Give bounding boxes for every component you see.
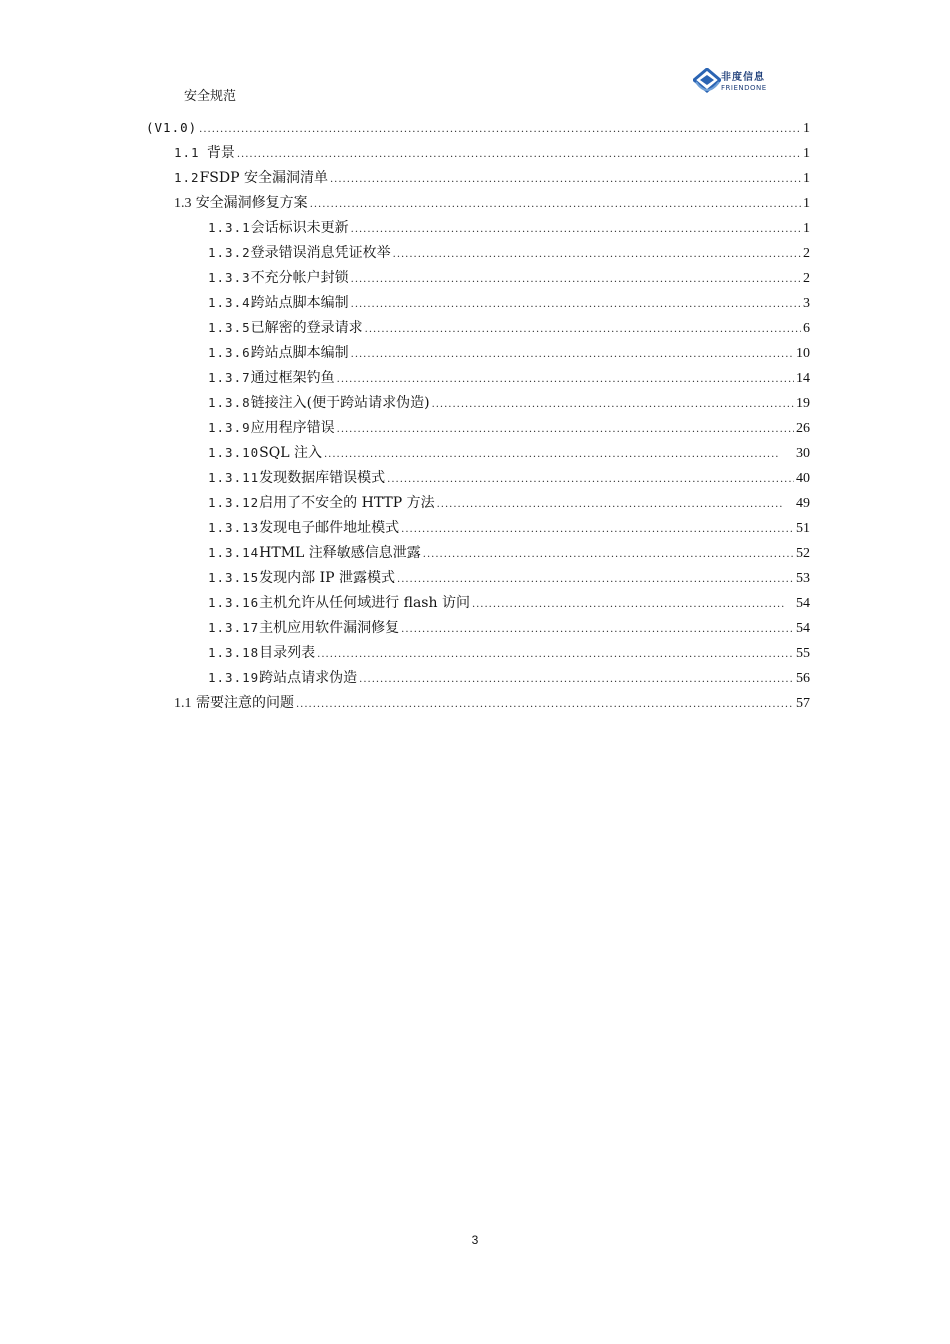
toc-leader-dots — [296, 695, 794, 715]
toc-entry-page: 3 — [803, 296, 810, 311]
toc-entry-page: 2 — [803, 271, 810, 286]
toc-leader-dots — [401, 520, 794, 540]
toc-leader-dots — [237, 145, 801, 165]
toc-entry-page: 1 — [803, 171, 810, 186]
toc-leader-dots — [317, 645, 794, 665]
toc-leader-dots — [393, 245, 801, 265]
toc-entry-page: 6 — [803, 321, 810, 336]
toc-entry-number: 1.3 — [174, 196, 192, 211]
toc-entry-title: 安全漏洞修复方案 — [195, 195, 308, 211]
toc-leader-dots — [351, 270, 801, 290]
toc-entry[interactable] — [208, 368, 810, 388]
toc-entry-title: 已解密的登录请求 — [250, 320, 363, 336]
toc-entry-title: SQL 注入 — [259, 445, 322, 461]
toc-entry-title: 发现数据库错误模式 — [259, 470, 386, 486]
toc-entry-page: 26 — [796, 421, 810, 436]
toc-entry[interactable] — [174, 143, 810, 163]
toc-entry[interactable] — [174, 193, 810, 213]
toc-entry[interactable] — [208, 468, 810, 488]
toc-entry-page: 19 — [796, 396, 810, 411]
toc-leader-dots — [337, 420, 794, 440]
document-header-title: 安全规范 — [184, 89, 237, 104]
toc-entry-page: 1 — [803, 146, 810, 161]
toc-entry-title: FSDP 安全漏洞清单 — [199, 170, 328, 186]
toc-entry-title: 发现电子邮件地址模式 — [259, 520, 400, 536]
toc-entry-page: 1 — [803, 121, 810, 136]
toc-entry-title: 主机允许从任何域进行 flash 访问 — [259, 595, 470, 611]
toc-leader-dots — [337, 370, 794, 390]
toc-leader-dots — [351, 295, 801, 315]
toc-entry[interactable] — [174, 693, 810, 713]
toc-entry-number: 1.3.5 — [208, 320, 251, 335]
toc-leader-dots — [437, 495, 784, 515]
toc-entry[interactable] — [174, 168, 810, 188]
toc-entry-title: 通过框架钓鱼 — [250, 370, 335, 386]
toc-entry-number: 1.3.1 — [208, 220, 251, 235]
toc-leader-dots — [472, 595, 784, 615]
toc-leader-dots — [397, 570, 794, 590]
toc-entry[interactable] — [208, 443, 810, 463]
toc-entry-title: HTML 注释敏感信息泄露 — [259, 545, 421, 561]
toc-leader-dots — [199, 120, 801, 140]
toc-entry-number: 1.3.13 — [208, 520, 260, 535]
toc-entry[interactable] — [208, 518, 810, 538]
toc-entry[interactable] — [208, 493, 810, 513]
toc-leader-dots — [423, 545, 794, 565]
toc-entry-page: 30 — [796, 446, 810, 461]
toc-entry-number: 1.3.8 — [208, 395, 251, 410]
toc-entry[interactable] — [208, 318, 810, 338]
company-logo — [693, 66, 789, 100]
toc-entry[interactable] — [208, 243, 810, 263]
toc-leader-dots — [330, 170, 801, 190]
toc-entry[interactable] — [208, 593, 810, 613]
toc-entry-page: 53 — [796, 571, 810, 586]
toc-entry-number: 1.1 — [174, 696, 192, 711]
toc-entry[interactable] — [208, 218, 810, 238]
toc-entry-title: 背景 — [206, 145, 235, 161]
toc-entry-page: 10 — [796, 346, 810, 361]
toc-entry-number: 1.3.18 — [208, 645, 260, 660]
toc-leader-dots — [432, 395, 794, 415]
toc-entry-page: 54 — [796, 596, 810, 611]
toc-entry-title: 需要注意的问题 — [195, 695, 294, 711]
toc-entry-page: 40 — [796, 471, 810, 486]
toc-entry-page: 1 — [803, 221, 810, 236]
toc-entry-page: 56 — [796, 671, 810, 686]
logo-diamond-icon — [693, 68, 721, 98]
toc-entry-number: 1.3.15 — [208, 570, 260, 585]
toc-entry-title: 启用了不安全的 HTTP 方法 — [259, 495, 435, 511]
toc-entry-number: 1.3.9 — [208, 420, 251, 435]
toc-entry[interactable] — [208, 293, 810, 313]
toc-entry-number: 1.3.12 — [208, 495, 260, 510]
toc-entry-title: 应用程序错误 — [250, 420, 335, 436]
toc-entry-title: 登录错误消息凭证枚举 — [250, 245, 391, 261]
toc-entry-page: 14 — [796, 371, 810, 386]
toc-entry[interactable] — [208, 393, 810, 413]
toc-entry-title: 跨站点请求伪造 — [259, 670, 358, 686]
toc-leader-dots — [359, 670, 794, 690]
toc-entry-number: 1.3.16 — [208, 595, 260, 610]
toc-entry-page: 57 — [796, 696, 810, 711]
toc-leader-dots — [324, 445, 778, 465]
toc-entry-number: 1.3.14 — [208, 545, 260, 560]
toc-entry-title: 不充分帐户封锁 — [250, 270, 349, 286]
toc-leader-dots — [351, 345, 794, 365]
toc-entry-page: 51 — [796, 521, 810, 536]
toc-entry-number: 1.3.4 — [208, 295, 251, 310]
toc-entry-page: 55 — [796, 646, 810, 661]
toc-entry-page: 52 — [796, 546, 810, 561]
toc-entry[interactable] — [208, 268, 810, 288]
toc-entry-number: 1.3.17 — [208, 620, 260, 635]
page-number: 3 — [471, 1233, 479, 1247]
toc-entry[interactable] — [208, 343, 810, 363]
toc-entry-number: 1.3.6 — [208, 345, 251, 360]
toc-entry[interactable] — [208, 668, 810, 688]
toc-entry[interactable] — [208, 543, 810, 563]
toc-entry-number: 1.3.19 — [208, 670, 260, 685]
toc-entry-title: 跨站点脚本编制 — [250, 295, 349, 311]
toc-entry-number: 1.3.2 — [208, 245, 251, 260]
logo-en-text: FRIENDONE — [721, 84, 767, 92]
toc-leader-dots — [387, 470, 794, 490]
logo-cn-text: 非度信息 — [721, 72, 765, 83]
toc-entry-number: 1.2 — [174, 170, 200, 185]
toc-entry[interactable] — [208, 643, 810, 663]
toc-entry[interactable] — [208, 568, 810, 588]
toc-entry-number: 1.3.3 — [208, 270, 251, 285]
toc-entry-title: 目录列表 — [259, 645, 316, 661]
toc-entry-title: 会话标识未更新 — [250, 220, 349, 236]
toc-leader-dots — [351, 220, 801, 240]
toc-leader-dots — [310, 195, 801, 215]
toc-entry[interactable] — [208, 418, 810, 438]
toc-entry-number: 1.1 — [174, 145, 200, 160]
toc-entry-page: 54 — [796, 621, 810, 636]
toc-entry-number: 1.3.7 — [208, 370, 251, 385]
toc-leader-dots — [401, 620, 794, 640]
toc-entry[interactable] — [208, 618, 810, 638]
toc-entry-page: 1 — [803, 196, 810, 211]
toc-entry-title: 发现内部 IP 泄露模式 — [259, 570, 396, 586]
toc-entry-number: 1.3.11 — [208, 470, 260, 485]
toc-entry-title: 主机应用软件漏洞修复 — [259, 620, 400, 636]
toc-entry-title: 链接注入(便于跨站请求伪造) — [250, 395, 430, 411]
toc-entry-page: 49 — [796, 496, 810, 511]
toc-entry-title: 跨站点脚本编制 — [250, 345, 349, 361]
toc-entry[interactable] — [146, 118, 810, 138]
toc-entry-number: 1.3.10 — [208, 445, 260, 460]
toc-leader-dots — [365, 320, 801, 340]
toc-entry-title: (V1.0) — [146, 120, 198, 135]
toc-entry-page: 2 — [803, 246, 810, 261]
